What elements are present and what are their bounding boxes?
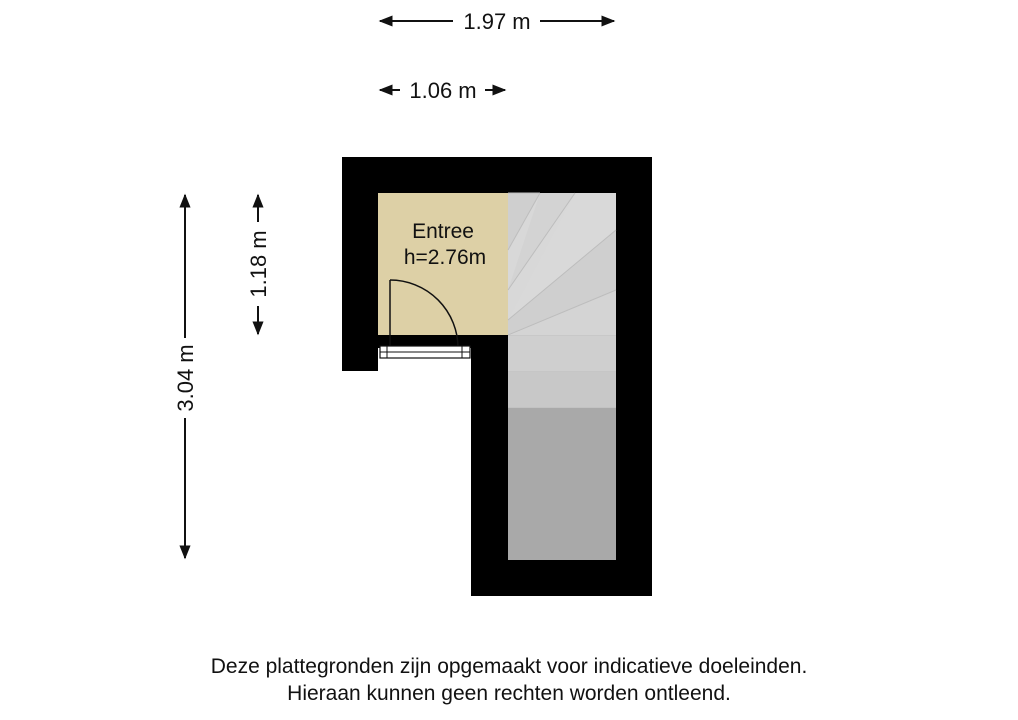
disclaimer-line-1: Deze plattegronden zijn opgemaakt voor indicatieve doeleinden.	[210, 655, 808, 678]
staircase	[508, 193, 616, 408]
landing	[508, 408, 616, 560]
dimension-label-total-depth: 3.04 m	[173, 344, 198, 412]
disclaimer-line-2: Hieraan kunnen geen rechten worden ontleend.	[287, 682, 731, 705]
dimension-entree-depth	[246, 195, 271, 334]
dimension-label-entree-depth: 1.18 m	[246, 230, 271, 298]
dimension-label-entree-width: 1.06 m	[409, 78, 477, 103]
dimension-total-depth	[173, 195, 198, 558]
dimension-label-total-width: 1.97 m	[463, 9, 531, 34]
door-threshold	[380, 346, 470, 358]
room-name: Entree	[412, 220, 474, 243]
dimension-entree-width	[380, 78, 505, 103]
room-height: h=2.76m	[403, 246, 487, 269]
dimension-total-width	[380, 9, 614, 34]
